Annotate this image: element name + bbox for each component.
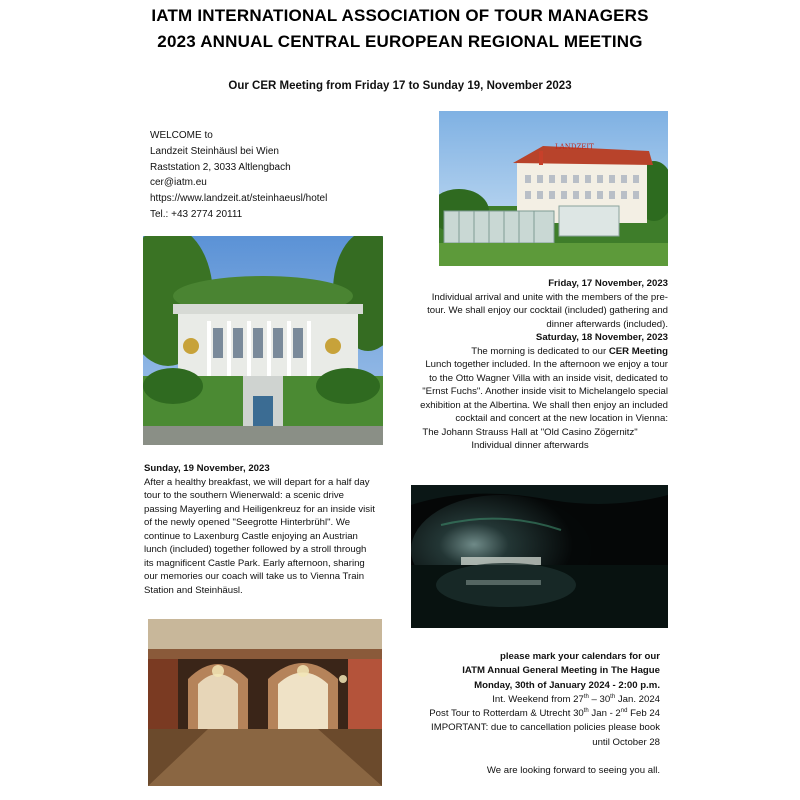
casino-zoegernitz-hall-photo [148,619,382,786]
agm-title: IATM Annual General Meeting in The Hague [462,665,660,677]
sunday-text-line: Station and Steinhäusl. [144,584,243,596]
sunday-text-line: After a healthy breakfast, we will depart for a half day [144,476,370,488]
saturday-venue-line: The Johann Strauss Hall at "Old Casino Zögernitz" [422,426,638,438]
sunday-text-line: lunch (included) together followed by a stroll through [144,544,367,555]
sunday-heading: Sunday, 19 November, 2023 [144,463,270,474]
hotel-name: Landzeit Steinhäusl bei Wien [150,145,279,157]
agm-date-time: Monday, 30th of January 2024 - 2:00 p.m. [474,679,660,691]
sunday-text-line: continue to Laxenburg Castle enjoying an Austrian [144,530,358,542]
welcome-address-block [150,128,327,223]
closing-line: We are looking forward to seeing you all. [486,765,660,777]
otto-wagner-villa-photo [143,236,383,445]
int-weekend-line: Int. Weekend from 27th – 30th Jan. 2024 [492,693,660,705]
saturday-text-line: exhibition at the Albertina. We shall then enjoy an included [420,399,668,411]
friday-heading: Friday, 17 November, 2023 [548,278,668,289]
document-title-line-2: 2023 ANNUAL CENTRAL EUROPEAN REGIONAL MEETING [157,32,643,51]
saturday-text-line: Lunch together included. In the afternoon we enjoy a tour [425,359,668,370]
welcome-line: WELCOME to [150,130,213,141]
friday-text-line: Individual arrival and unite with the members of the pre- [431,291,668,303]
seegrotte-cave-photo [411,485,668,628]
friday-text-line: tour. We shall enjoy our cocktail (included) gathering and [427,305,668,316]
saturday-text-line: to the Otto Wagner Villa with an inside visit, dedicated to [429,372,668,384]
sunday-text-line: tour to the southern Wienerwald: a scenic drive [144,490,344,501]
important-note-line: IMPORTANT: due to cancellation policies please book [431,722,660,734]
saturday-line-prefix: The morning is dedicated to our [471,345,609,357]
hotel-website[interactable]: https://www.landzeit.at/steinhaeusl/hotel [150,193,328,205]
contact-email[interactable]: cer@iatm.eu [150,177,207,189]
sunday-text-line: of the newly opened "Seegrotte Hinterbrühl". We [144,517,351,528]
important-deadline-line: until October 28 [592,736,660,748]
meeting-dates-subtitle: Our CER Meeting from Friday 17 to Sunday 19, November 2023 [228,80,572,92]
hotel-sign: LANDZEIT [555,143,594,151]
saturday-text-line [392,345,668,359]
sunday-text-line: passing Mayerling and Heiligenkreuz for an inside visit [144,503,375,515]
saturday-text-line: cocktail and concert at the new location in Vienna: [455,413,668,424]
sunday-text-line: its magnificent Castle Park. Early afternoon, sharing [144,557,365,569]
sunday-program [144,462,402,597]
document-title-line-1: IATM INTERNATIONAL ASSOCIATION OF TOUR MANAGERS [151,6,649,25]
friday-text-line: dinner afterwards (included). [546,318,668,330]
saturday-dinner-line: Individual dinner afterwards [471,440,589,451]
sunday-text-line: our memories our coach will take us to Vienna Train [144,571,365,582]
post-tour-line: Post Tour to Rotterdam & Utrecht 30th Jan - 2nd Feb 24 [429,708,660,720]
hotel-phone: Tel.: +43 2774 20111 [150,208,243,220]
cer-meeting-label: CER Meeting [608,345,668,357]
friday-saturday-program [392,277,668,453]
saturday-heading: Saturday, 18 November, 2023 [535,332,668,343]
hotel-photo [439,111,668,266]
calendar-reminder: please mark your calendars for our [500,651,660,662]
agm-calendar-note [392,650,660,778]
saturday-text-line: "Ernst Fuchs". Another inside visit to Michelangelo special [422,386,668,397]
hotel-address: Raststation 2, 3033 Altlengbach [150,161,291,173]
